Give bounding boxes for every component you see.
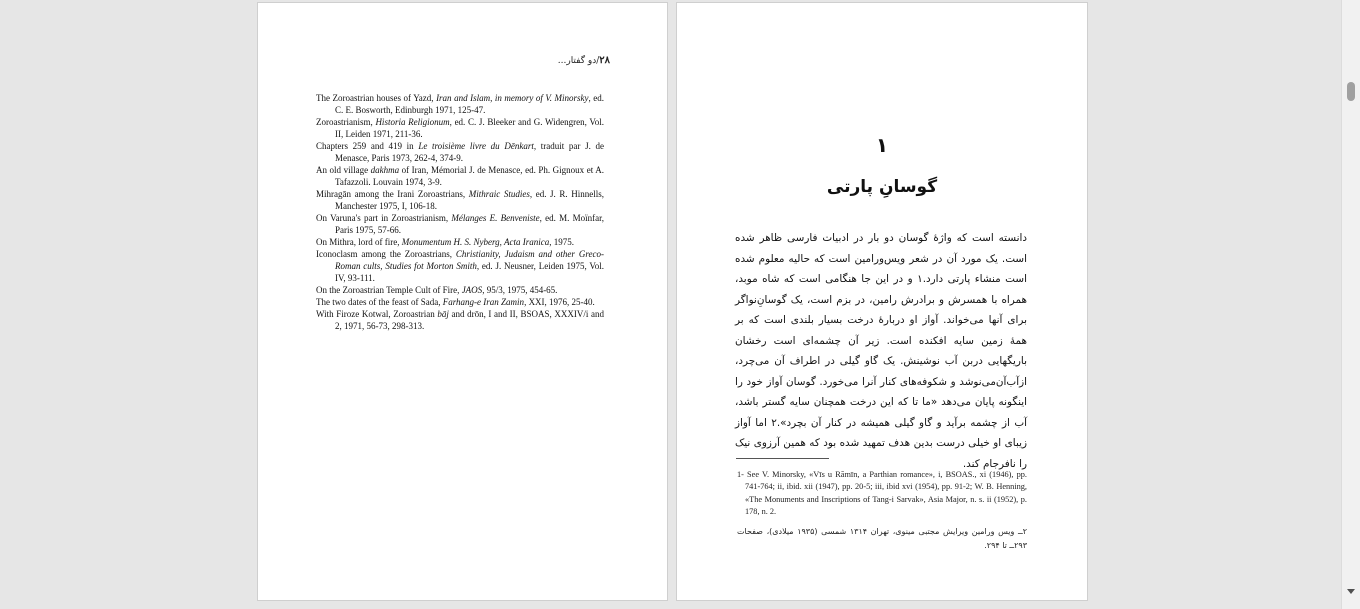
entry-details: of Iran, Mémorial J. de Menasce, ed. Ph. Gignoux et A. Tafazzoli. Louvain 1974, 3-9.	[335, 165, 604, 187]
running-head-text: /دو گفتار...	[557, 56, 600, 66]
entry-title: On Mithra, lord of fire,	[316, 237, 402, 247]
footnote-2: ۲ــ ویس ورامین ویرایش مجتبی مینوی، تهران ۱۳۱۴ شمسی (۱۹۳۵ میلادی)، صفحات ۲۹۳ــ تا ۲۹۴.	[737, 527, 1027, 550]
entry-source: JAOS	[461, 285, 483, 295]
entry-title: Chapters 259 and 419 in	[316, 141, 419, 151]
chapter-number: ۱	[875, 133, 889, 157]
bibliography-entry	[316, 308, 604, 332]
entry-source: Mithraic Studies	[468, 189, 530, 199]
entry-source: Le troisième livre du Dēnkart	[418, 141, 534, 151]
scroll-down-arrow-icon[interactable]	[1347, 589, 1355, 594]
footnote-rule	[736, 458, 829, 459]
entry-details: , XXI, 1976, 25-40.	[524, 297, 595, 307]
entry-details: , ed. J. R. Hinnells, Manchester 1975, I, 106-18.	[335, 189, 605, 211]
bibliography-entry	[316, 284, 604, 296]
entry-title: On the Zoroastrian Temple Cult of Fire,	[316, 285, 462, 295]
entry-details: , ed. J. Neusner, Leiden 1975, Vol. IV, 93-111.	[335, 261, 605, 283]
entry-source: Christianity, Judaism and other Greco-Roman cults, Studies fot Morton Smith	[335, 249, 604, 271]
entry-source: bāj	[437, 309, 449, 319]
entry-source: dakhma	[370, 165, 400, 175]
vertical-scrollbar[interactable]	[1341, 0, 1360, 609]
entry-details: , 95/3, 1975, 454-65.	[482, 285, 558, 295]
bibliography-entry	[316, 116, 604, 140]
page-left	[257, 2, 668, 601]
entry-source: Monumentum H. S. Nyberg, Acta Iranica	[401, 237, 550, 247]
entry-details: , ed. C. J. Bleeker and G. Widengren, Vol. II, Leiden 1971, 211-36.	[335, 117, 604, 139]
entry-title: On Varuna's part in Zoroastrianism,	[316, 213, 452, 223]
page-number: ۲۸	[599, 55, 610, 66]
entry-source: Historia Religionum	[375, 117, 450, 127]
entry-details: , traduit par J. de Menasce, Paris 1973, 262-4, 374-9.	[335, 141, 605, 163]
bibliography-list	[316, 92, 604, 332]
bibliography-entry	[316, 236, 604, 248]
entry-title: An old village	[316, 165, 371, 175]
page-right	[676, 2, 1088, 601]
entry-title: Mihragān among the Irani Zoroastrians,	[316, 189, 469, 199]
scrollbar-thumb[interactable]	[1347, 82, 1355, 101]
running-head	[558, 55, 610, 66]
bibliography-entry	[316, 188, 604, 212]
bibliography-entry	[316, 140, 604, 164]
body-paragraph: دانسته است که واژهٔ گوسان دو بار در ادبیات فارسی ظاهر شده است. یک مورد آن در شعر ویس‌ورامین است که حالیه معلوم شده است منشاء پارتی دارد.۱ و در این جا هنگامی است که شاه موبد، همراه با همسرش و برادرش رامین، در بزم است، یک گوسانِ‌نواگر برای آنها می‌خواند. آواز او دربارهٔ درخت بسیار بلندی است که بر همهٔ زمین سایه افکنده است. زیر آن چشمه‌ای است رخشان باریگهایی دربن آب نوشینش. یک گاو گیلی در اطراف آن می‌چرد، ازآب‌آن‌می‌نوشد و شکوفه‌های کنار آنرا می‌خورد. گوسان آواز خود را اینگونه پایان می‌دهد «ما تا که این درخت همچنان سایه گستر باشد، آب از چشمه برآید و گاو گیلی همیشه در کنار آن بچرد».۲ اما آواز زیبای او خیلی درست بدین هدف تمهید شده بود که همین آرزوی نیک را نافرجام کند.	[735, 232, 1027, 470]
bibliography-entry	[316, 212, 604, 236]
entry-source: Mélanges E. Benveniste	[451, 213, 540, 223]
entry-title: Iconoclasm among the Zoroastrians,	[316, 249, 456, 259]
entry-source: Farhang-e Iran Zamin	[442, 297, 525, 307]
entry-title: The two dates of the feast of Sada,	[316, 297, 443, 307]
entry-details: , ed. M. Moïnfar, Paris 1975, 57-66.	[335, 213, 604, 235]
chapter-title: گوسانِ پارتی	[826, 177, 938, 197]
bibliography-entry	[316, 296, 604, 308]
entry-title: With Firoze Kotwal, Zoroastrian	[316, 309, 438, 319]
bibliography-entry	[316, 92, 604, 116]
entry-details: , ed. C. E. Bosworth, Edinburgh 1971, 125-47.	[335, 93, 604, 115]
entry-details: , 1975.	[549, 237, 574, 247]
entry-source: Iran and Islam, in memory of V. Minorsky	[436, 93, 589, 103]
footnote-1: 1- See V. Minorsky, «Vīs u Rāmīn, a Parthian romance», i, BSOAS., xi (1946), pp. 741-764; ii, ibid. xii (1947), pp. 20-5; iii, ibid xvi (1954), pp. 91-2; W. B. Henning, «The Monuments and Inscriptions of Tang-i Sarvak», Asia Major, n. s. ii (1952), p. 178, n. 2.	[737, 470, 1027, 517]
entry-details: and drōn, I and II, BSOAS, XXXIV/i and 2, 1971, 56-73, 298-313.	[335, 309, 605, 331]
bibliography-entry	[316, 248, 604, 284]
entry-title: The Zoroastrian houses of Yazd,	[316, 93, 437, 103]
bibliography-entry	[316, 164, 604, 188]
entry-title: Zoroastrianism,	[316, 117, 376, 127]
